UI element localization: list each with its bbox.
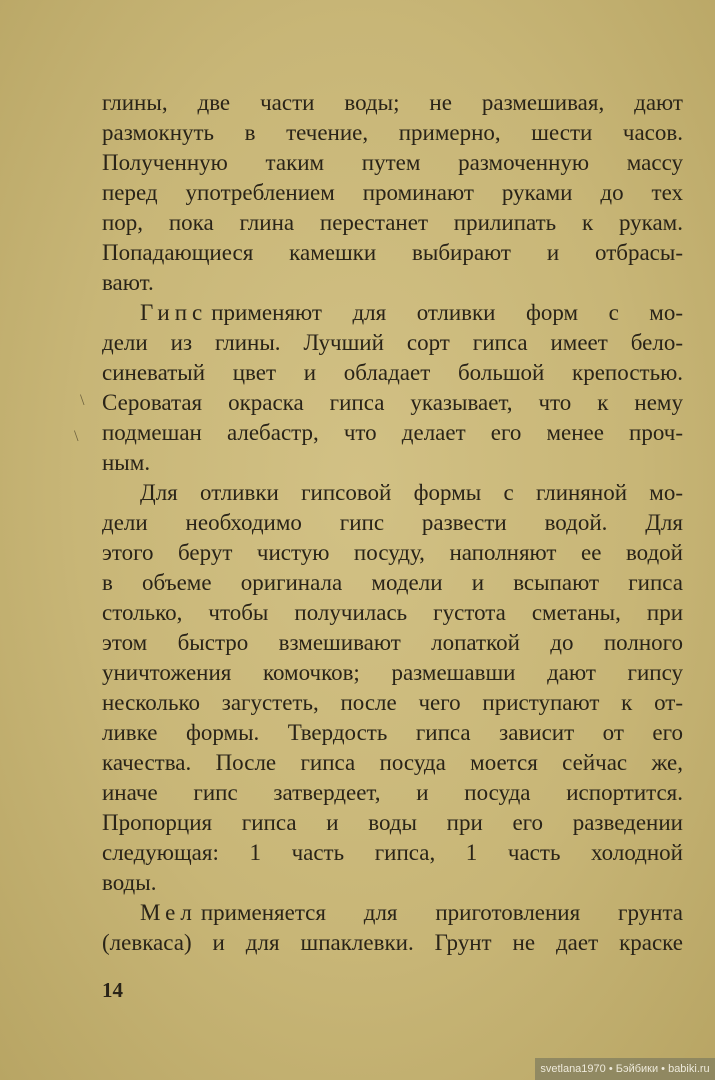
text-line [102,868,683,898]
text-line [102,898,683,928]
line-text: применяют для отливки форм с мо- [211,300,683,325]
line-text: Пропорция гипса и воды при его разведении [102,810,683,835]
line-text: несколько загустеть, после чего приступают к от- [102,690,683,715]
line-text: синеватый цвет и обладает большой крепостью. [102,360,683,385]
line-text: вают. [102,270,154,295]
line-text: этом быстро взмешивают лопаткой до полного [102,630,683,655]
text-line [102,598,683,628]
text-line [102,238,683,268]
text-line [102,178,683,208]
line-text: воды. [102,870,157,895]
paragraph [102,88,683,298]
text-line [102,388,683,418]
line-text: глины, две части воды; не размешивая, дают [102,90,683,115]
line-text: дели необходимо гипс развести водой. Для [102,510,683,535]
line-text: пор, пока глина перестанет прилипать к рукам. [102,210,683,235]
text-line [102,628,683,658]
text-line [102,568,683,598]
line-text: размокнуть в течение, примерно, шести часов. [102,120,683,145]
text-line [102,328,683,358]
paragraph [102,478,683,898]
line-text: дели из глины. Лучший сорт гипса имеет бело- [102,330,683,355]
text-line [102,358,683,388]
paragraph [102,898,683,958]
text-line [102,478,683,508]
text-line [102,448,683,478]
line-text: подмешан алебастр, что делает его менее проч- [102,420,683,445]
line-text: следующая: 1 часть гипса, 1 часть холодной [102,840,683,865]
text-line [102,808,683,838]
line-text: в объеме оригинала модели и всыпают гипса [102,570,683,595]
text-line [102,778,683,808]
margin-mark: \ [80,392,85,409]
text-line [102,118,683,148]
line-text: применяется для приготовления грунта [200,900,683,925]
page-number: 14 [102,978,123,1002]
line-text: этого берут чистую посуду, наполняют ее водой [102,540,683,565]
text-line [102,538,683,568]
line-text: качества. После гипса посуда моется сейчас же, [102,750,683,775]
line-text: ным. [102,450,151,475]
text-line [102,928,683,958]
watermark: svetlana1970 • Бэйбики • babiki.ru [535,1058,715,1080]
text-line [102,658,683,688]
text-line [102,208,683,238]
text-line [102,298,683,328]
line-text: (левкаса) и для шпаклевки. Грунт не дает краске [102,930,683,955]
line-text: Полученную таким путем размоченную массу [102,150,683,175]
book-text [102,88,683,958]
text-line [102,688,683,718]
text-line [102,148,683,178]
text-line [102,88,683,118]
line-text: иначе гипс затвердеет, и посуда испортится. [102,780,683,805]
text-line [102,748,683,778]
line-text: ливке формы. Твердость гипса зависит от его [102,720,683,745]
text-line [102,268,683,298]
line-text: столько, чтобы получилась густота сметаны, при [102,600,683,625]
line-text: перед употреблением проминают руками до тех [102,180,683,205]
line-text: уничтожения комочков; размешавши дают гипсу [102,660,683,685]
text-line [102,508,683,538]
line-text: Для отливки гипсовой формы с глиняной мо- [140,480,683,505]
text-line [102,838,683,868]
line-text: Попадающиеся камешки выбирают и отбрасы- [102,240,683,265]
spaced-term: Мел [140,900,197,925]
line-text: Сероватая окраска гипса указывает, что к нему [102,390,683,415]
paragraph [102,298,683,478]
spaced-term: Гипс [140,300,208,325]
text-line [102,418,683,448]
text-line [102,718,683,748]
margin-mark: \ [74,428,79,445]
